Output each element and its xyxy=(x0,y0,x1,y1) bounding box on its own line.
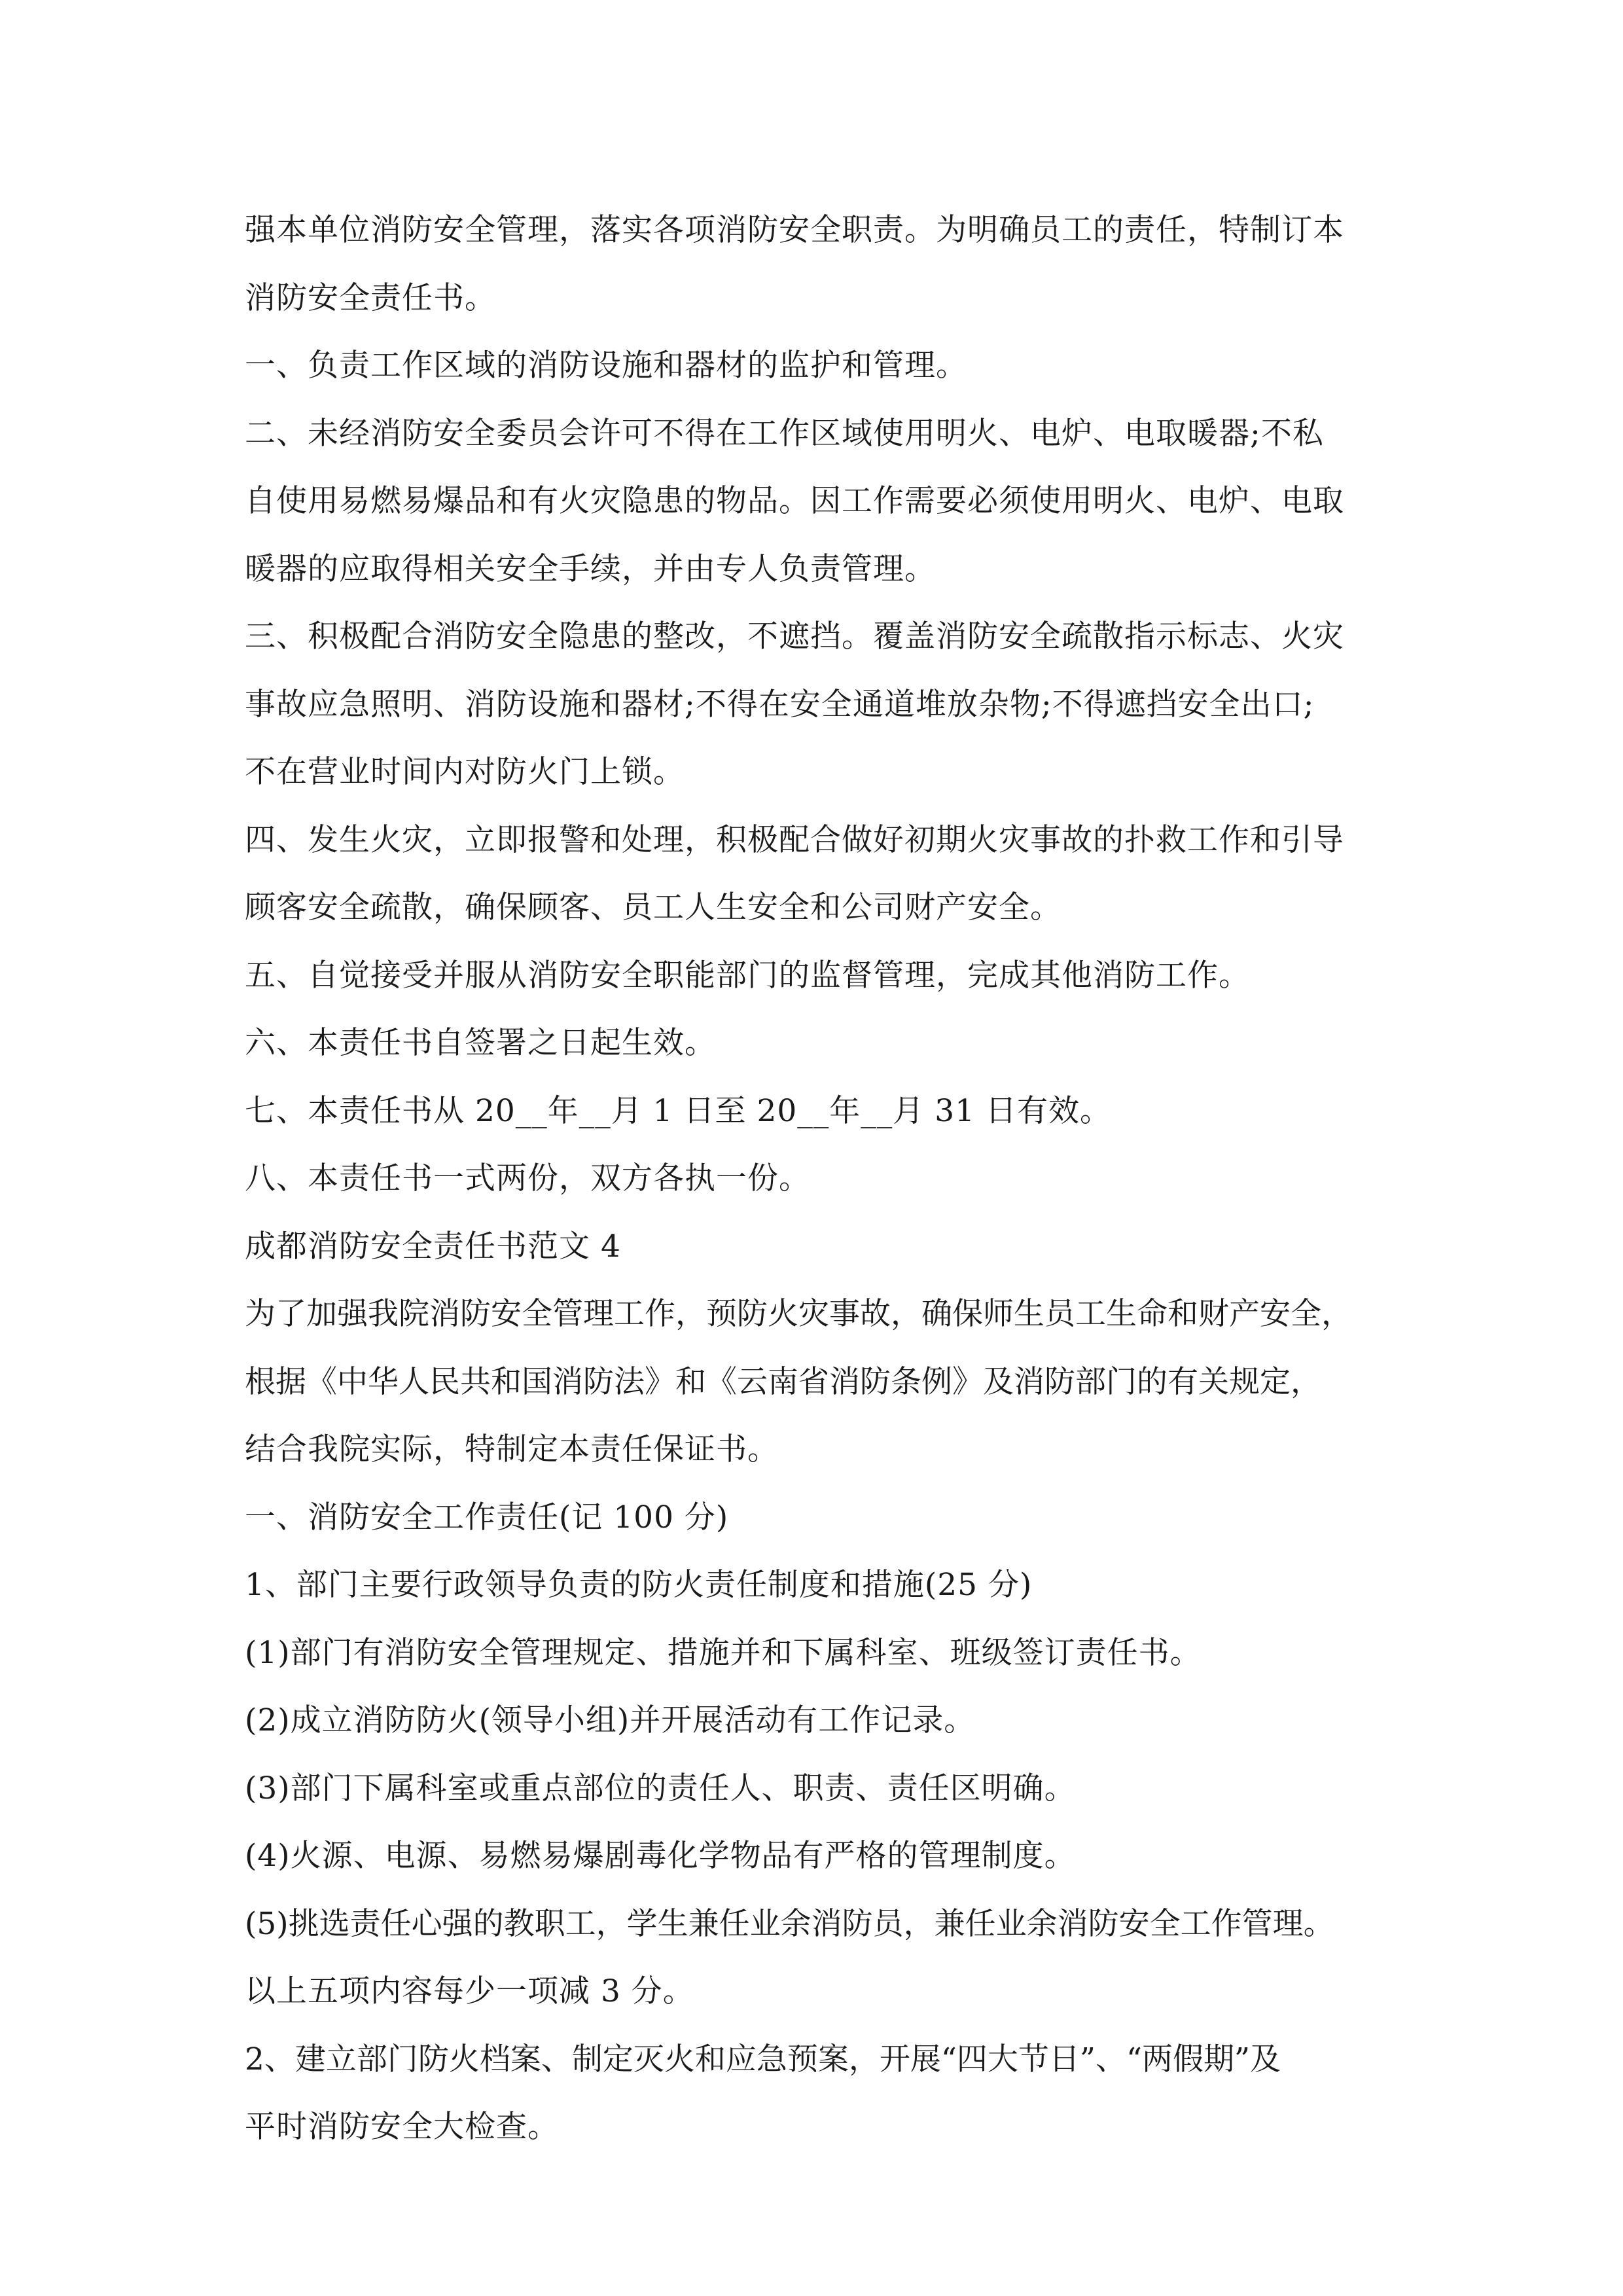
text-line: 以上五项内容每少一项减 3 分。 xyxy=(245,1973,694,2009)
document-body xyxy=(245,196,1410,2161)
section-heading: 成都消防安全责任书范文 4 xyxy=(245,1228,621,1265)
list-item: 2、建立部门防火档案、制定灭火和应急预案，开展“四大节日”、“两假期”及 xyxy=(245,2041,1281,2077)
list-item: 三、积极配合消防安全隐患的整改，不遮挡。覆盖消防安全疏散指示标志、火灾 xyxy=(245,619,1344,655)
text-line: 事故应急照明、消防设施和器材;不得在安全通道堆放杂物;不得遮挡安全出口; xyxy=(245,686,1315,723)
list-item: (3)部门下属科室或重点部位的责任人、职责、责任区明确。 xyxy=(245,1770,1076,1806)
list-item: 五、自觉接受并服从消防安全职能部门的监督管理，完成其他消防工作。 xyxy=(245,957,1250,994)
text-line: 不在营业时间内对防火门上锁。 xyxy=(245,754,685,790)
list-item: 一、消防安全工作责任(记 100 分) xyxy=(245,1499,729,1535)
text-line: 为了加强我院消防安全管理工作，预防火灾事故，确保师生员工生命和财产安全， xyxy=(245,1296,1352,1332)
text-line: 暖器的应取得相关安全手续，并由专人负责管理。 xyxy=(245,550,936,587)
list-item: 1、部门主要行政领导负责的防火责任制度和措施(25 分) xyxy=(245,1567,1033,1603)
text-line: 强本单位消防安全管理，落实各项消防安全职责。为明确员工的责任，特制订本 xyxy=(245,212,1344,248)
text-line: 自使用易燃易爆品和有火灾隐患的物品。因工作需要必须使用明火、电炉、电取 xyxy=(245,483,1344,519)
list-item: 六、本责任书自签署之日起生效。 xyxy=(245,1025,716,1061)
list-item: 二、未经消防安全委员会许可不得在工作区域使用明火、电炉、电取暖器;不私 xyxy=(245,415,1324,452)
list-item: 八、本责任书一式两份，双方各执一份。 xyxy=(245,1160,810,1196)
text-line: 消防安全责任书。 xyxy=(245,279,496,316)
text-line: 根据《中华人民共和国消防法》和《云南省消防条例》及消防部门的有关规定， xyxy=(245,1363,1321,1400)
list-item: 七、本责任书从 20__年__月 1 日至 20__年__月 31 日有效。 xyxy=(245,1092,1111,1129)
text-line: 平时消防安全大检查。 xyxy=(245,2109,559,2145)
list-item: (2)成立消防防火(领导小组)并开展活动有工作记录。 xyxy=(245,1702,976,1738)
text-line: 结合我院实际，特制定本责任保证书。 xyxy=(245,1431,779,1467)
list-item: (1)部门有消防安全管理规定、措施并和下属科室、班级签订责任书。 xyxy=(245,1634,1202,1671)
list-item: (5)挑选责任心强的教职工，学生兼任业余消防员，兼任业余消防安全工作管理。 xyxy=(245,1905,1334,1942)
list-item: 四、发生火灾，立即报警和处理，积极配合做好初期火灾事故的扑救工作和引导 xyxy=(245,821,1344,858)
list-item: 一、负责工作区域的消防设施和器材的监护和管理。 xyxy=(245,348,967,384)
text-line: 顾客安全疏散，确保顾客、员工人生安全和公司财产安全。 xyxy=(245,889,1061,925)
list-item: (4)火源、电源、易燃易爆剧毒化学物品有严格的管理制度。 xyxy=(245,1838,1076,1874)
